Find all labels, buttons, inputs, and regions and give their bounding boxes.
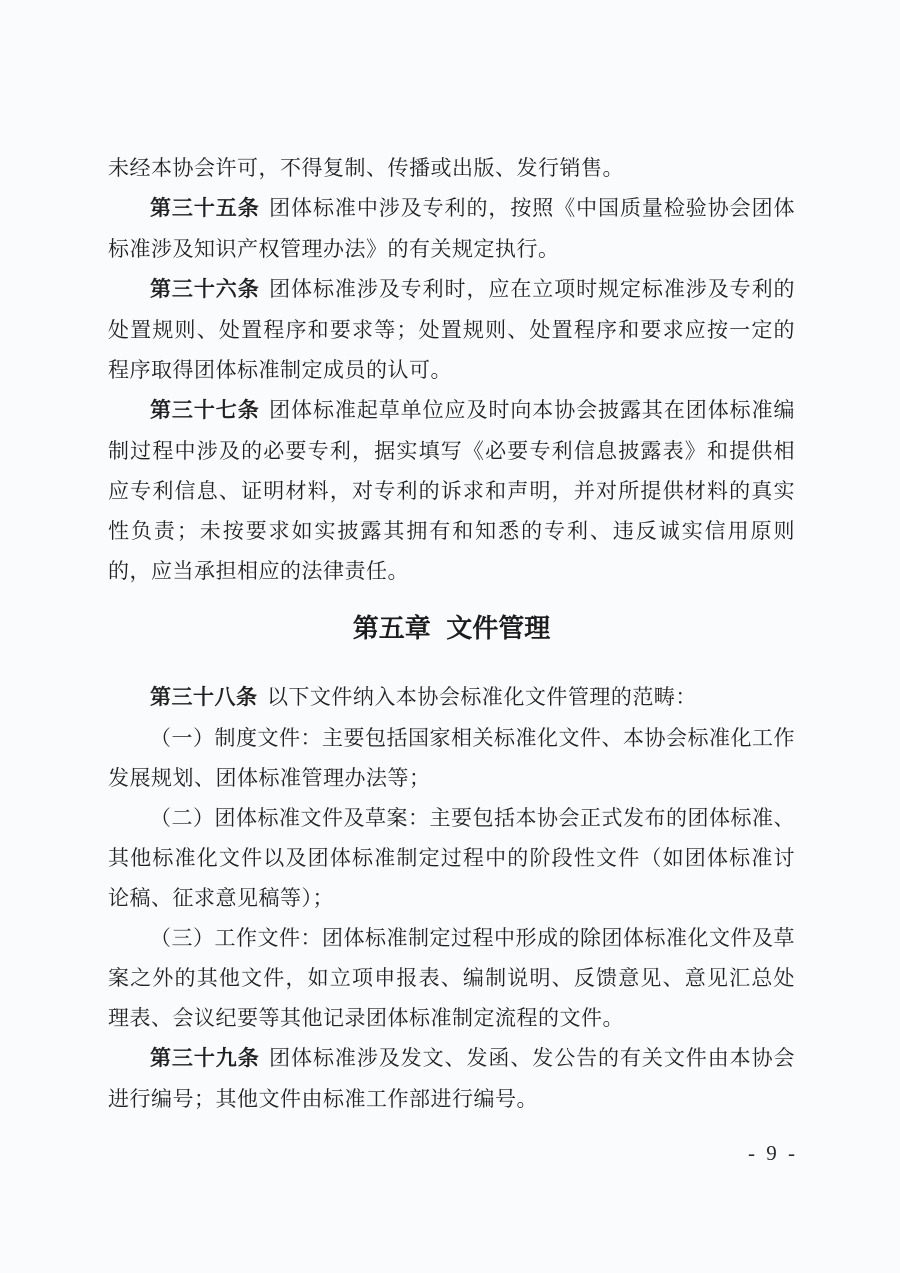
article-39-lead: 第三十九条 — [150, 1047, 260, 1070]
paragraph-item-1: （一）制度文件：主要包括国家相关标准化文件、本协会标准化工作发展规划、团体标准管理办法等； — [108, 726, 795, 790]
paragraph-article-37 — [108, 390, 795, 591]
paragraph-article-39 — [108, 1038, 795, 1119]
page-number: - 9 - — [748, 1141, 798, 1165]
paragraph-item-3: （三）工作文件：团体标准制定过程中形成的除团体标准化文件及草案之外的其他文件，如立项申报表、编制说明、反馈意见、意见汇总处理表、会议纪要等其他记录团体标准制定流程的文件。 — [108, 926, 795, 1030]
chapter-heading — [108, 608, 795, 648]
article-35-text: 团体标准中涉及专利的，按照《中国质量检验协会团体标准涉及知识产权管理办法》的有关规定执行。 — [108, 196, 796, 261]
article-36-text: 团体标准涉及专利时，应在立项时规定标准涉及专利的处置规则、处置程序和要求等；处置规则、处置程序和要求应按一定的程序取得团体标准制定成员的认可。 — [108, 277, 796, 382]
article-39-text: 团体标准涉及发文、发函、发公告的有关文件由本协会进行编号；其他文件由标准工作部进行编号。 — [108, 1046, 796, 1111]
article-35-lead: 第三十五条 — [150, 197, 260, 220]
paragraph-article-36 — [108, 269, 795, 390]
paragraph-continuation: 未经本协会许可，不得复制、传播或出版、发行销售。 — [108, 156, 624, 180]
article-37-text: 团体标准起草单位应及时向本协会披露其在团体标准编制过程中涉及的必要专利，据实填写《必要专利信息披露表》和提供相应专利信息、证明材料，对专利的诉求和声明，并对所提供材料的真实性负责；未按要求如实披露其拥有和知悉的专利、违反诚实信用原则的，应当承担相应的法律责任。 — [108, 398, 796, 583]
chapter-number: 第五章 — [352, 613, 431, 643]
paragraph-article-38 — [108, 677, 795, 718]
article-37-lead: 第三十七条 — [150, 399, 260, 422]
article-36-lead: 第三十六条 — [150, 278, 260, 301]
paragraph-item-2: （二）团体标准文件及草案：主要包括本协会正式发布的团体标准、其他标准化文件以及团体标准制定过程中的阶段性文件（如团体标准讨论稿、征求意见稿等）； — [108, 806, 795, 910]
article-38-text: 以下文件纳入本协会标准化文件管理的范畴： — [266, 685, 697, 709]
paragraph-article-35 — [108, 188, 795, 269]
article-38-lead: 第三十八条 — [150, 686, 258, 709]
chapter-title: 文件管理 — [446, 613, 551, 643]
